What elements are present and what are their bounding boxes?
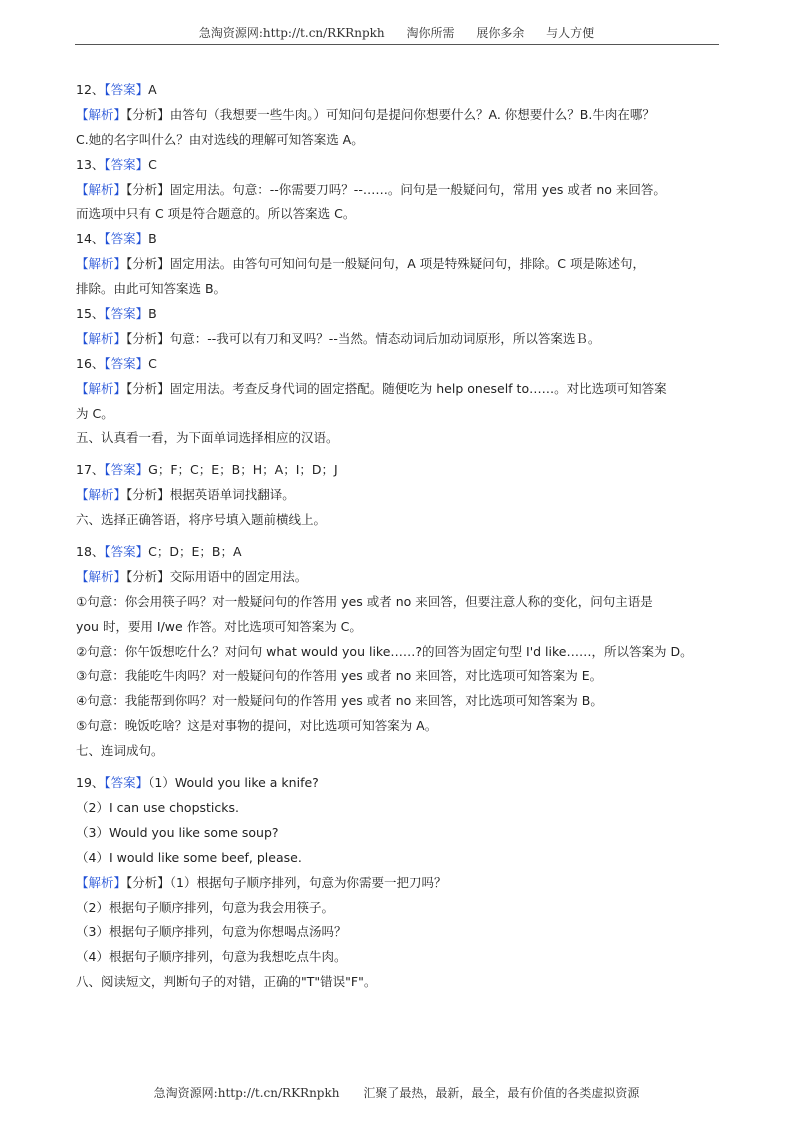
plain-line	[76, 508, 721, 533]
answer-content	[76, 78, 721, 995]
answer-line	[76, 227, 721, 252]
fenxi-tag: 【分析】	[126, 568, 170, 584]
answer-value: C	[148, 156, 157, 172]
answer-line	[76, 540, 721, 565]
fenxi-tag: 【分析】	[126, 487, 170, 503]
fenxi-tag: 【分析】	[126, 380, 170, 396]
plain-line	[76, 846, 721, 871]
text: ①句意：你会用筷子吗？对一般疑问句的作答用 yes 或者 no 来回答，但要注意人称的变化，问句主语是	[76, 593, 653, 609]
text: （2）根据句子顺序排列，句意为我会用筷子。	[76, 899, 334, 915]
analysis-text: 根据英语单词找翻译。	[169, 487, 295, 503]
analysis-line	[76, 871, 721, 896]
text: 排除。由此可知答案选 B。	[76, 281, 227, 297]
text: 七、连词成句。	[76, 743, 164, 759]
analysis-tag: 【解析】	[76, 330, 127, 346]
answer-value: C；D；E；B；A	[148, 544, 242, 560]
plain-line	[76, 896, 721, 921]
plain-line	[76, 920, 721, 945]
text: you 时，要用 I/we 作答。对比选项可知答案为 C。	[76, 618, 362, 634]
analysis-line	[76, 377, 721, 402]
answer-line	[76, 771, 721, 796]
text: 五、认真看一看，为下面单词选择相应的汉语。	[76, 430, 339, 446]
analysis-text: 固定用法。句意：--你需要刀吗？--……。问句是一般疑问句，常用 yes 或者 no 来回答。	[169, 181, 666, 197]
analysis-text: 交际用语中的固定用法。	[169, 568, 308, 584]
analysis-tag: 【解析】	[76, 487, 127, 503]
fenxi-tag: 【分析】	[126, 181, 170, 197]
analysis-line	[76, 103, 721, 128]
answer-line	[76, 153, 721, 178]
answer-tag: 【答案】	[104, 544, 149, 560]
answer-tag: 【答案】	[104, 156, 149, 172]
question-number: 15、	[76, 306, 105, 322]
header-slogan-2: 展你多余	[476, 26, 525, 40]
analysis-text: 由答句（我想要一些牛肉。）可知问句是提问你想要什么？A. 你想要什么？B.牛肉在哪？	[169, 106, 655, 122]
page-footer	[0, 1084, 793, 1101]
analysis-text: （1）根据句子顺序排列，句意为你需要一把刀吗？	[169, 874, 447, 890]
analysis-line	[76, 178, 721, 203]
fenxi-tag: 【分析】	[126, 874, 170, 890]
page-header	[0, 24, 793, 41]
analysis-text: 固定用法。考查反身代词的固定搭配。随便吃为 help oneself to……。对比选项可知答案	[169, 380, 667, 396]
answer-tag: 【答案】	[104, 82, 149, 97]
plain-line	[76, 590, 721, 615]
text: （4）I would like some beef, please.	[76, 849, 302, 865]
analysis-line	[76, 565, 721, 590]
header-slogan-3: 与人方便	[546, 26, 595, 40]
plain-line	[76, 426, 721, 451]
answer-line	[76, 352, 721, 377]
question-number: 12、	[76, 82, 105, 97]
analysis-tag: 【解析】	[76, 256, 127, 272]
analysis-line	[76, 327, 721, 352]
question-number: 17、	[76, 462, 105, 478]
analysis-tag: 【解析】	[76, 106, 127, 122]
question-number: 19、	[76, 775, 105, 791]
question-number: 14、	[76, 231, 105, 247]
answer-tag: 【答案】	[104, 355, 149, 371]
answer-line	[76, 78, 721, 103]
answer-value: （1）Would you like a knife?	[148, 775, 319, 791]
answer-value: G；F；C；E；B；H；A；I；D；J	[148, 462, 338, 478]
plain-line	[76, 128, 721, 153]
text: ③句意：我能吃牛肉吗？对一般疑问句的作答用 yes 或者 no 来回答，对比选项可知答案为 E。	[76, 668, 603, 684]
text: ④句意：我能帮到你吗？对一般疑问句的作答用 yes 或者 no 来回答，对比选项可知答案为 B。	[76, 693, 603, 709]
answer-tag: 【答案】	[104, 462, 149, 478]
plain-line	[76, 664, 721, 689]
answer-value: B	[148, 306, 157, 322]
text: C.她的名字叫什么？由对选线的理解可知答案选 A。	[76, 131, 364, 147]
analysis-tag: 【解析】	[76, 181, 127, 197]
question-number: 13、	[76, 156, 105, 172]
analysis-tag: 【解析】	[76, 874, 127, 890]
plain-line	[76, 689, 721, 714]
plain-line	[76, 615, 721, 640]
answer-value: C	[148, 355, 157, 371]
analysis-line	[76, 483, 721, 508]
analysis-tag: 【解析】	[76, 568, 127, 584]
answer-line	[76, 458, 721, 483]
plain-line	[76, 277, 721, 302]
text: （3）Would you like some soup?	[76, 824, 279, 840]
footer-site: 急淘资源网:http://t.cn/RKRnpkh	[153, 1086, 340, 1100]
plain-line	[76, 945, 721, 970]
question-number: 16、	[76, 355, 105, 371]
text: （4）根据句子顺序排列，句意为我想吃点牛肉。	[76, 949, 347, 965]
fenxi-tag: 【分析】	[126, 106, 170, 122]
plain-line	[76, 821, 721, 846]
plain-line	[76, 796, 721, 821]
analysis-line	[76, 252, 721, 277]
header-slogan-1: 淘你所需	[406, 26, 455, 40]
text: 八、阅读短文，判断句子的对错，正确的"T"错误"F"。	[76, 974, 377, 990]
answer-tag: 【答案】	[104, 306, 149, 322]
fenxi-tag: 【分析】	[126, 330, 170, 346]
plain-line	[76, 714, 721, 739]
plain-line	[76, 739, 721, 764]
answer-value: B	[148, 231, 157, 247]
text: 而选项中只有 C 项是符合题意的。所以答案选 C。	[76, 206, 356, 222]
plain-line	[76, 970, 721, 995]
text: ⑤句意：晚饭吃啥？这是对事物的提问，对比选项可知答案为 A。	[76, 718, 438, 734]
answer-tag: 【答案】	[104, 231, 149, 247]
plain-line	[76, 202, 721, 227]
analysis-text: 句意：--我可以有刀和叉吗？--当然。情态动词后加动词原形，所以答案选Ｂ。	[169, 330, 601, 346]
fenxi-tag: 【分析】	[126, 256, 170, 272]
answer-line	[76, 302, 721, 327]
text: ②句意：你午饭想吃什么？对问句 what would you like……?的回答为固定句型 I'd like……，所以答案为 D。	[76, 643, 693, 659]
analysis-text: 固定用法。由答句可知问句是一般疑问句，A 项是特殊疑问句，排除。C 项是陈述句，	[169, 256, 646, 272]
plain-line	[76, 402, 721, 427]
answer-tag: 【答案】	[104, 775, 149, 791]
plain-line	[76, 640, 721, 665]
answer-value: A	[148, 82, 157, 97]
analysis-tag: 【解析】	[76, 380, 127, 396]
question-number: 18、	[76, 544, 105, 560]
text: （2）I can use chopsticks.	[76, 799, 240, 815]
text: （3）根据句子顺序排列，句意为你想喝点汤吗？	[76, 924, 347, 940]
text: 为 C。	[76, 405, 114, 421]
header-site: 急淘资源网:http://t.cn/RKRnpkh	[198, 26, 385, 40]
header-divider	[75, 44, 719, 45]
text: 六、选择正确答语，将序号填入题前横线上。	[76, 512, 327, 528]
footer-text: 汇聚了最热，最新，最全，最有价值的各类虚拟资源	[363, 1086, 640, 1100]
